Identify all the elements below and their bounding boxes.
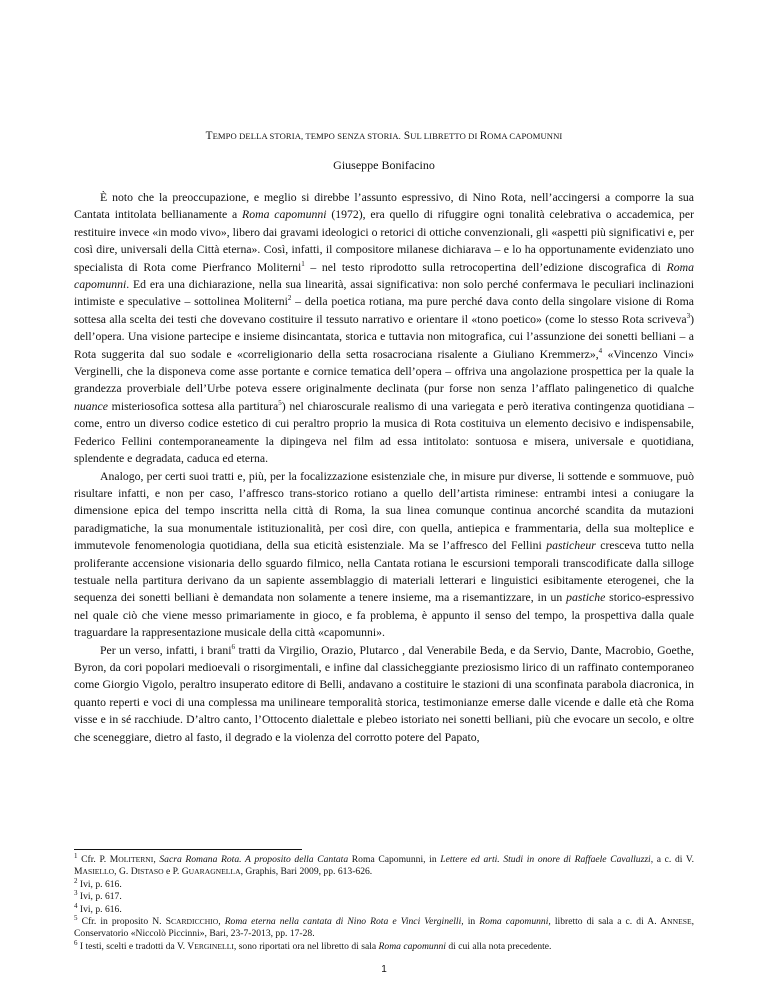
- title-smallcaps: OMA CAPOMUNNI: [487, 131, 563, 141]
- footnote-3: $^3$ Ivi, p. 617.: [74, 889, 122, 903]
- footnote-ref[interactable]: 5: [278, 398, 282, 407]
- title-smallcaps: EMPO DELLA STORIA, TEMPO SENZA STORIA.: [212, 131, 401, 141]
- footnote-5: $^5$ Cfr. in proposito N. SCARDICCHIO, Roma eterna nella cantata di Nino Rota e Vinci Verginelli, in Roma capomunni, libretto di sala a c. di A. ANNESE, Conservatorio «Niccolò Piccinni», Bari, 23-7-2013, pp. 17-28.: [74, 913, 694, 940]
- title-smallcaps: UL LIBRETTO DI: [410, 131, 480, 141]
- footnote-ref[interactable]: 3: [686, 311, 691, 320]
- article-title: [0, 130, 768, 142]
- footnote-ref[interactable]: 1: [301, 259, 305, 268]
- footnote-separator: [74, 849, 302, 850]
- paragraph-3: Per un verso, infatti, i brani$^6$ tratti da Virgilio, Orazio, Plutarco , dal Venerabile Beda, e da Servio, Dante, Macrobio, Goethe, Byron, da cori popolari medioevali o risorgimentali, e infine dal classicheggiante preziosismo lirico di un raffinato contemporaneo come Giorgio Vigolo, peraltro insuperato editore di Belli, andavano a costituire le stazioni di una sconfinata parabola diacronica, in quanto reperti e voci di una complessa ma unilineare temporalità storica, testimonianze emerse dalle vicende e dalle età che Roma visse e in sé racchiude. D’altro canto, l’Ottocento dialettale e plebeo istoriato nei sonetti belliani, più che evocare un secolo, e oltre che sceneggiare, dietro al fasto, il degrado e la violenza del corrotto potere del Papato,: [74, 642, 694, 744]
- footnotes: [74, 851, 694, 953]
- title-initial: R: [479, 130, 488, 142]
- footnote-1: $^1$ Cfr. P. MOLITERNI, Sacra Romana Rota. A proposito della Cantata Roma Capomunni, in Lettere ed arti. Studi in onore di Raffaele Cavalluzzi, a c. di V. MASIELLO, G. DISTASO e P. GUARAGNELLA, Graphis, Bari 2009, pp. 613-626.: [74, 851, 694, 878]
- paragraph-1: È noto che la preoccupazione, e meglio si direbbe l’assunto espressivo, di Nino Rota, nell’accingersi a comporre la sua Cantata intitolata bellianamente a Roma capomunni (1972), era quello di rifuggire ogni tonalità celebrativa o accademica, per restituire invece «in modo vivo», libero dai gravami ideologici o retorici di ottiche convenzionali, gli «aspetti più significativi e, per così dire, universali della Città eterna». Così, infatti, il compositore milanese dichiarava – e lo ha opportunamente evidenziato uno specialista di Rota come Pierfranco Moliterni$^1$ – nel testo riprodotto sulla retrocopertina dell’edizione discografica di Roma capomunni. Ed era una dichiarazione, nella sua linearità, assai significativa: non solo perché confermava le peculiari inclinazioni intimiste e speculative – sottolinea Moliterni$^2$ – della poetica rotiana, ma pure perché dava conto della singolare visione di Roma sottesa alla scelta dei testi che dovevano costituire il tessuto narrativo e orientare il «tono poetico» (come lo stesso Rota scriveva$^3$) dell’opera. Una visione partecipe e insieme disincantata, storica e tuttavia non mitografica, cui l’assunzione dei sonetti belliani – a Rota suggerita dal suo sodale e «correligionario della setta rosacrociana risalente a Giuliano Kremmerz»,$^4$ «Vincenzo Vinci» Verginelli, che la disponeva come asse portante e cornice tematica dell’opera – offriva una angolazione prospettica per la quale la grandezza proverbiale dell’Urbe poteva essere originalmente declinata (pur forse non senza l’afflato palingenetico di qualche nuance misteriosofica sottesa alla partitura$^5$) nel chiaroscurale realismo di una variegata e però iterativa contingenza quotidiana – come, entro un diverso codice estetico di cui peraltro proprio la musica di Rota costituiva un elemento decisivo e indispensabile, Federico Fellini contemporaneamente la dipingeva nel film ad essa intitolato: sontuosa e misera, universale e quotidiana, splendente e degradata, caduca ed eterna.: [74, 191, 695, 466]
- footnote-ref[interactable]: 4: [598, 346, 603, 355]
- title-initial: T: [205, 130, 213, 142]
- author-name: Giuseppe Bonifacino: [333, 158, 435, 172]
- footnote-4: $^4$ Ivi, p. 616.: [74, 901, 122, 915]
- footnote-2: $^2$ Ivi, p. 616.: [74, 876, 122, 890]
- title-initial: S: [400, 130, 411, 142]
- footnote-6: $^6$ I testi, scelti e tradotti da V. VERGINELLI, sono riportati ora nel libretto di sala Roma capomunni di cui alla nota precedente.: [74, 938, 552, 952]
- footnote-ref[interactable]: 6: [231, 642, 235, 651]
- page-number: 1: [381, 964, 387, 975]
- footnote-ref[interactable]: 2: [287, 294, 292, 303]
- article-body: [74, 189, 694, 746]
- paragraph-2: Analogo, per certi suoi tratti e, più, per la focalizzazione esistenziale che, in misure pur diverse, li sottende e sommuove, può risultare infatti, e non per caso, l’affresco trans-storico rotiano a quello dell’artista riminese: entrambi intesi a coniugare la dimensione epica del tempo inscritta nella città di Roma, la sua linea comunque continua ancorché scandita da mutazioni paradigmatiche, la sua monumentale istituzionalità, per così dire, con quella, antiepica e frammentaria, della sua molteplice e immutevole fenomenologia quotidiana, della sua eticità esistenziale. Ma se l’affresco del Fellini pasticheur cresceva tutto nella proliferante accensione visionaria dello sguardo filmico, nella Cantata rotiana le escursioni temporali transcodificate dalla silloge testuale nella partitura derivano da un sapiente assemblaggio di materiali letterari e linguistici esibitamente eterogenei, che la sequenza dei sonetti belliani è demandata non solamente a tenere insieme, ma a risemantizzare, in un pastiche storico-espressivo nel quale ciò che viene messo primariamente in gioco, e fa problema, è appunto il senso del tempo, la prospettiva dalla quale traguardare la rappresentazione musicale della città «capomunni».: [74, 469, 694, 640]
